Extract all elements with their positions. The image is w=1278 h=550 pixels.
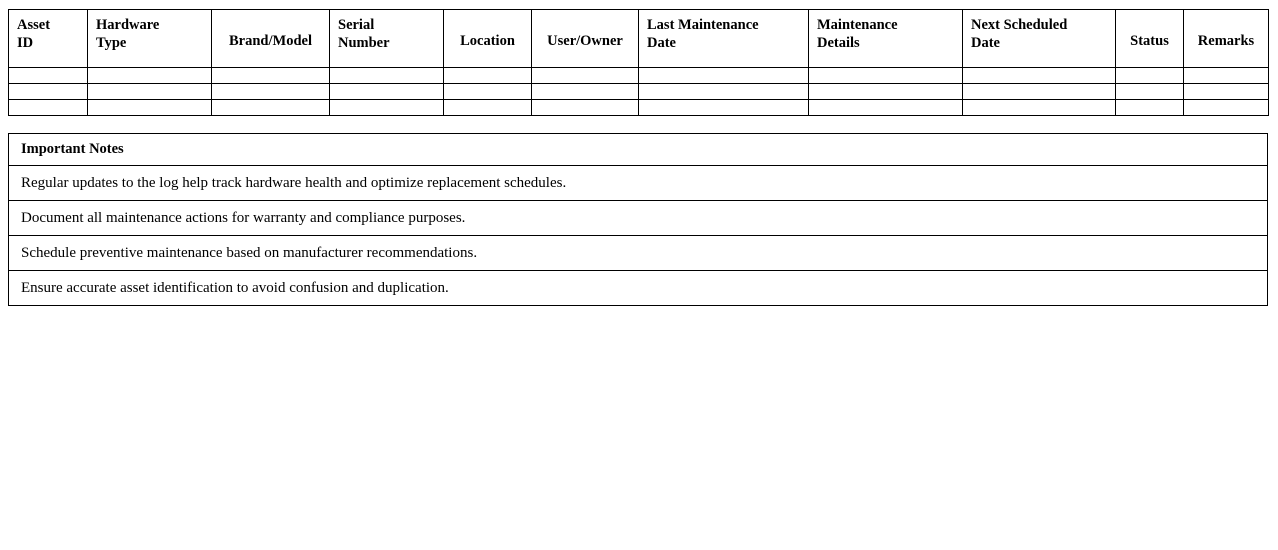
table-cell-maint-details[interactable]: [809, 68, 963, 84]
table-cell-brand-model[interactable]: [212, 84, 330, 100]
table-body: [9, 68, 1269, 116]
column-header-next-scheduled-date-line1: Next Scheduled: [971, 17, 1068, 33]
notes-body: [9, 134, 1268, 306]
table-cell-maint-details[interactable]: [809, 100, 963, 116]
note-item: Ensure accurate asset identification to avoid confusion and duplication.: [9, 271, 1268, 306]
column-header-serial-number-line1: Serial: [338, 17, 375, 33]
column-header-asset-id-line2: ID: [17, 34, 34, 51]
table-row[interactable]: [9, 68, 1269, 84]
column-header-brand-model: Brand/Model: [212, 10, 330, 68]
table-cell-hardware-type[interactable]: [88, 100, 212, 116]
table-cell-serial-number[interactable]: [330, 100, 444, 116]
column-header-maintenance-details: [809, 10, 963, 68]
table-cell-serial-number[interactable]: [330, 84, 444, 100]
table-cell-last-maint-date[interactable]: [639, 84, 809, 100]
table-header-row: [9, 10, 1269, 68]
important-notes-table: [8, 133, 1268, 306]
table-cell-remarks[interactable]: [1184, 68, 1269, 84]
table-cell-status[interactable]: [1116, 84, 1184, 100]
table-cell-brand-model[interactable]: [212, 68, 330, 84]
table-cell-user-owner[interactable]: [532, 100, 639, 116]
table-cell-next-sched-date[interactable]: [963, 100, 1116, 116]
table-cell-location[interactable]: [444, 84, 532, 100]
notes-row: [9, 201, 1268, 236]
notes-row: [9, 271, 1268, 306]
notes-title-row: [9, 134, 1268, 166]
table-cell-remarks[interactable]: [1184, 84, 1269, 100]
table-cell-hardware-type[interactable]: [88, 84, 212, 100]
column-header-asset-id: [9, 10, 88, 68]
column-header-maintenance-details-line2: Details: [817, 34, 860, 51]
table-cell-asset-id[interactable]: [9, 100, 88, 116]
notes-row: [9, 236, 1268, 271]
column-header-hardware-type-line2: Type: [96, 34, 127, 51]
column-header-next-scheduled-date-line2: Date: [971, 34, 1000, 51]
column-header-serial-number: [330, 10, 444, 68]
table-cell-next-sched-date[interactable]: [963, 68, 1116, 84]
table-cell-status[interactable]: [1116, 100, 1184, 116]
column-header-maintenance-details-line1: Maintenance: [817, 17, 898, 33]
table-cell-location[interactable]: [444, 68, 532, 84]
column-header-last-maintenance-date-line2: Date: [647, 34, 676, 51]
column-header-status: Status: [1116, 10, 1184, 68]
column-header-last-maintenance-date: [639, 10, 809, 68]
hardware-maintenance-log-table: [8, 9, 1269, 116]
table-cell-user-owner[interactable]: [532, 68, 639, 84]
table-cell-last-maint-date[interactable]: [639, 68, 809, 84]
table-header: [9, 10, 1269, 68]
table-cell-remarks[interactable]: [1184, 100, 1269, 116]
notes-row: [9, 166, 1268, 201]
column-header-remarks: Remarks: [1184, 10, 1269, 68]
table-cell-location[interactable]: [444, 100, 532, 116]
table-row[interactable]: [9, 84, 1269, 100]
column-header-hardware-type: [88, 10, 212, 68]
table-cell-status[interactable]: [1116, 68, 1184, 84]
column-header-location: Location: [444, 10, 532, 68]
column-header-hardware-type-line1: Hardware: [96, 17, 160, 33]
table-cell-next-sched-date[interactable]: [963, 84, 1116, 100]
table-cell-brand-model[interactable]: [212, 100, 330, 116]
note-item: Regular updates to the log help track hardware health and optimize replacement schedules.: [9, 166, 1268, 201]
note-item: Document all maintenance actions for warranty and compliance purposes.: [9, 201, 1268, 236]
table-cell-user-owner[interactable]: [532, 84, 639, 100]
column-header-serial-number-line2: Number: [338, 34, 390, 51]
table-cell-hardware-type[interactable]: [88, 68, 212, 84]
table-cell-last-maint-date[interactable]: [639, 100, 809, 116]
column-header-user-owner: User/Owner: [532, 10, 639, 68]
table-cell-asset-id[interactable]: [9, 68, 88, 84]
table-cell-asset-id[interactable]: [9, 84, 88, 100]
table-row[interactable]: [9, 100, 1269, 116]
column-header-asset-id-line1: Asset: [17, 17, 51, 33]
table-cell-serial-number[interactable]: [330, 68, 444, 84]
notes-title: Important Notes: [9, 134, 1268, 166]
column-header-next-scheduled-date: [963, 10, 1116, 68]
column-header-last-maintenance-date-line1: Last Maintenance: [647, 17, 759, 33]
note-item: Schedule preventive maintenance based on manufacturer recommendations.: [9, 236, 1268, 271]
table-cell-maint-details[interactable]: [809, 84, 963, 100]
